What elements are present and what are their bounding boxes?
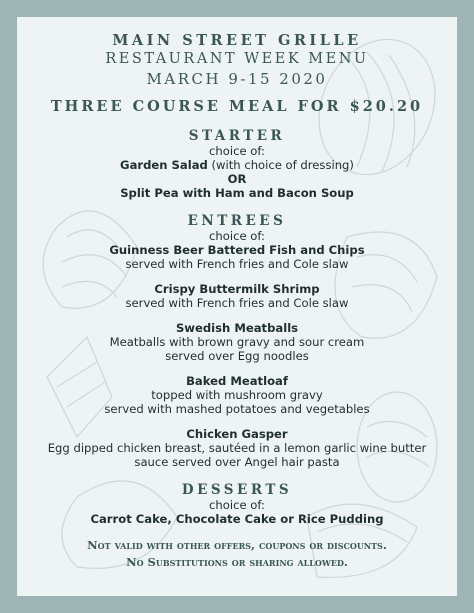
- desserts-choice-label: choice of:: [209, 498, 265, 512]
- entree-description: Meatballs with brown gravy and sour cream: [109, 335, 365, 349]
- restaurant-name: MAIN STREET GRILLE: [112, 32, 362, 49]
- entree-description: served with French fries and Cole slaw: [125, 296, 349, 310]
- entrees-choice-label: choice of:: [209, 229, 265, 243]
- footer-line-1: Not valid with other offers, coupons or discounts.: [87, 538, 387, 552]
- price-offer: THREE COURSE MEAL FOR $20.20: [50, 98, 424, 115]
- starter-heading: STARTER: [188, 128, 286, 144]
- entrees-heading: ENTREES: [187, 213, 287, 229]
- entree-name: Guinness Beer Battered Fish and Chips: [109, 243, 365, 257]
- entree-name: Baked Meatloaf: [186, 374, 288, 388]
- desserts-heading: DESSERTS: [181, 482, 293, 498]
- entree-description: Egg dipped chicken breast, sautéed in a lemon garlic wine butter: [47, 441, 427, 455]
- entree-description: served with French fries and Cole slaw: [125, 257, 349, 271]
- starter-choice-label: choice of:: [209, 144, 265, 158]
- starter-option-1: [17, 158, 457, 172]
- desserts-options: Carrot Cake, Chocolate Cake or Rice Pudding: [90, 512, 384, 526]
- starter-option-2: Split Pea with Ham and Bacon Soup: [120, 186, 354, 200]
- entree-name: Crispy Buttermilk Shrimp: [154, 282, 320, 296]
- entree-name: Chicken Gasper: [186, 427, 288, 441]
- footer-line-2: No Substitutions or sharing allowed.: [126, 555, 348, 569]
- starter-option-1-note: (with choice of dressing): [207, 158, 354, 172]
- entree-description: sauce served over Angel hair pasta: [134, 455, 340, 469]
- event-title: RESTAURANT WEEK MENU: [105, 51, 369, 67]
- starter-option-1-name: Garden Salad: [120, 158, 208, 172]
- entree-description: served over Egg noodles: [165, 349, 309, 363]
- menu-content: [17, 32, 457, 571]
- entree-name: Swedish Meatballs: [175, 321, 299, 335]
- footer-disclaimer: [17, 537, 457, 571]
- entree-description: served with mashed potatoes and vegetables: [104, 402, 370, 416]
- menu-card: [17, 17, 457, 596]
- event-dates: MARCH 9-15 2020: [146, 70, 328, 88]
- starter-or: OR: [227, 172, 247, 186]
- entree-description: topped with mushroom gravy: [151, 388, 323, 402]
